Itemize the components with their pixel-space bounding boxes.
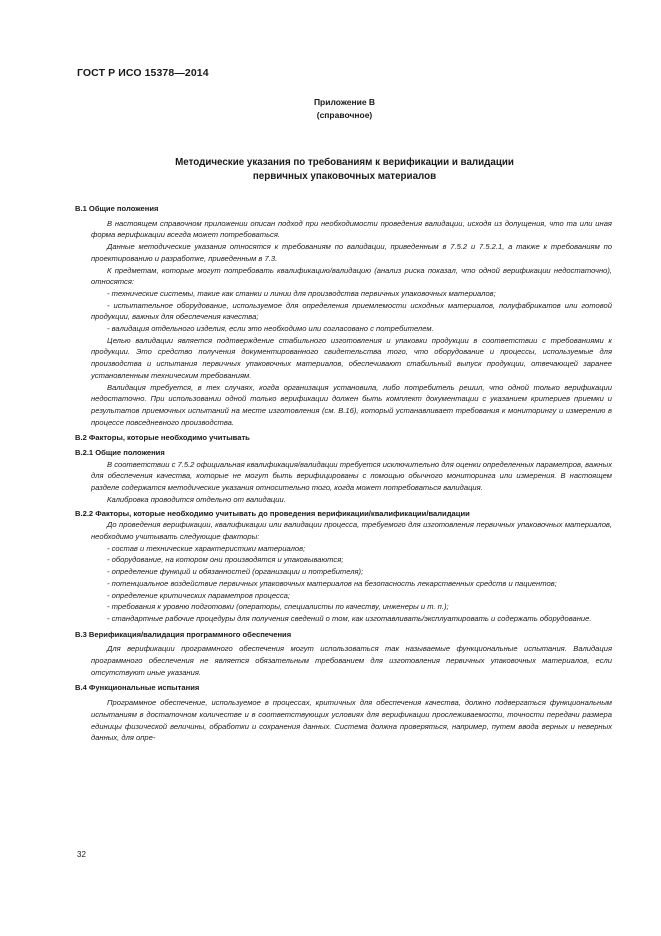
subsection-heading: В.2.2 Факторы, которые необходимо учитывать до проведения верификации/квалификации/валидации (75, 508, 470, 518)
paragraph: В настоящем справочном приложении описан подход при необходимости проведения валидации, исходя из допущения, что та или иная форма верификации всегда может потребоваться. (91, 218, 612, 240)
paragraph: В соответствии с 7.5.2 официальная квалификация/валидации требуется исключительно для оценки определенных параметров, важных для обеспечения качества, которые не могут быть верифицированы с помощью обычного мониторинга или измерения. В настоящем разделе содержатся методические указания относительно того, когда может потребоваться валидация. (91, 459, 612, 493)
document-id: ГОСТ Р ИСО 15378—2014 (77, 67, 209, 79)
appendix-title (77, 156, 612, 184)
page-number: 32 (77, 850, 86, 859)
section-heading: В.1 Общие положения (75, 204, 159, 213)
list-item: - требования к уровню подготовки (операторы, специалисты по качеству, инженеры и т. п.); (107, 602, 449, 612)
section-heading: В.3 Верификация/валидация программного обеспечения (75, 629, 292, 639)
list-item: - определение функций и обязанностей (организации и потребителя); (107, 567, 364, 577)
paragraph: Калибровка проводится отдельно от валидации. (107, 494, 286, 504)
appendix-label: Приложение В (313, 97, 376, 107)
document-body (75, 199, 612, 744)
paragraph: Программное обеспечение, используемое в процессах, критичных для обеспечения качества, должно подвергаться функциональным испытаниям в достаточном количестве и в соответствующих условиях для верификации прослеживаемости, точности передачи размера единицы физической величины, обработки и сохранения данных. Система должна проверяться, например, путем ввода верных и неверных данных, для опре- (91, 698, 612, 743)
title-line-2: первичных упаковочных материалов (252, 171, 437, 182)
list-item: - технические системы, такие как станки и линии для производства первичных упаковочных материалов; (107, 288, 496, 298)
paragraph: Валидация требуется, в тех случаях, когда организация установила, либо потребитель решил, что одной только верификации недостаточно. При использовании одной только верификации должен быть комплект документации с указанием критериев приемки и результатов приемочных испытаний на месте изготовления (см. В.16), который устанавливает требования к мониторингу и измерению в процессе повседневного производства. (91, 382, 612, 427)
list-item: - валидация отдельного изделия, если это необходимо или согласовано с потребителем. (107, 324, 434, 334)
subsection-heading: В.2.1 Общие положения (75, 448, 165, 458)
list-item: - определение критических параметров процесса; (107, 590, 290, 600)
appendix-type: (справочное) (316, 110, 373, 120)
paragraph: Данные методические указания относятся к требованиям по валидации, приведенным в 7.5.2 и 7.5.2.1, а также к требованиям по проектированию и разработке, приведенным в 7.3. (91, 242, 612, 263)
paragraph: Целью валидации является подтверждение стабильного изготовления и упаковки продукции в соответствии с требованиями к продукции. Это средство получения документированного свидетельства того, что оборудование и процессы, используемые для производства и испытания первичных упаковочных материалов, обеспечивают стабильный выпуск продукции, отвечающей заранее установленным техническим требованиям. (91, 335, 612, 380)
section-heading: В.4 Функциональные испытания (75, 683, 200, 693)
paragraph: К предметам, которые могут потребовать квалификацию/валидацию (анализ риска показал, что одной верификации недостаточно), относятся: (91, 265, 612, 287)
appendix-heading (77, 96, 612, 122)
list-item: - испытательное оборудование, используемое для определения приемлемости исходных материалов, полуфабрикатов или готовой продукции, важных для обеспечения качества; (91, 300, 612, 322)
paragraph: До проведения верификации, квалификации или валидации процесса, требуемого для изготовления первичных упаковочных материалов, необходимо учитывать следующие факторы: (91, 520, 612, 541)
section-heading: В.2 Факторы, которые необходимо учитывать (75, 433, 250, 443)
list-item: - потенциальное воздействие первичных упаковочных материалов на безопасность лекарственных средств и пациентов; (107, 578, 557, 588)
list-item: - оборудование, на котором они производятся и упаковываются; (107, 555, 344, 565)
list-item: - стандартные рабочие процедуры для получения сведений о том, как изготавливать/эксплуатировать и содержать оборудование. (107, 613, 592, 623)
list-item: - состав и технические характеристики материалов; (107, 543, 306, 553)
paragraph: Для верификации программного обеспечения могут использоваться так называемые функциональные испытания. Валидация программного обеспечения не является обязательным требованием для изготовления первичных упаковочных материалов, если отсутствуют иные указания. (91, 644, 612, 677)
title-line-1: Методические указания по требованиям к верификации и валидации (175, 157, 514, 168)
